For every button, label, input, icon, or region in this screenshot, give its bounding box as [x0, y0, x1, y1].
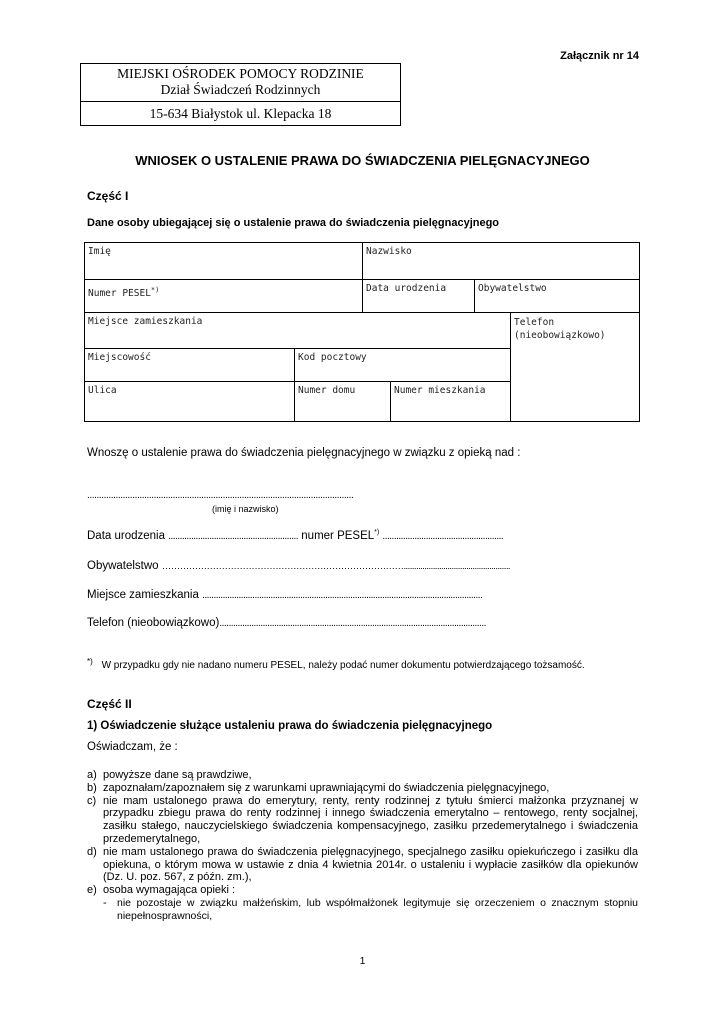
first-name-field[interactable]: Imię: [84, 242, 363, 280]
footnote: *) W przypadku gdy nie nadano numeru PESEL, należy podać numer dokumentu potwierdzającego tożsamość.: [87, 657, 585, 671]
street-field[interactable]: Ulica: [84, 381, 295, 422]
list-item: a) powyższe dane są prawdziwe,: [87, 769, 252, 781]
apartment-number-field[interactable]: Numer mieszkania: [390, 381, 511, 422]
list-subitem: - nie pozostaje w związku małżeńskim, lub współmałżonek legitymuje się orzeczeniem o znacznym stopniu niepełnosprawności,: [103, 896, 638, 922]
part1-subheading: Dane osoby ubiegającej się o ustalenie prawa do świadczenia pielęgnacyjnego: [87, 217, 500, 229]
page-number: 1: [359, 956, 366, 967]
request-intro: Wnoszę o ustalenie prawa do świadczenia pielęgnacyjnego w związku z opieką nad :: [87, 447, 521, 459]
list-item: d) nie mam ustalonego prawa do świadczenia pielęgnacyjnego, specjalnego zasiłku opiekuńczego i zasiłku dla opiekuna, o którym mowa w ustawie z dnia 4 kwietnia 2014r. o ustaleniu i wypłacie zasiłków dla opiekunów (Dz. U. poz. 567, z późn. zm.),: [87, 845, 638, 884]
declaration-intro: Oświadczam, że :: [87, 741, 178, 753]
office-address: 15-634 Białystok ul. Klepacka 18: [149, 106, 332, 121]
birth-date-dots[interactable]: .........................................................: [168, 530, 299, 542]
office-name: MIEJSKI OŚRODEK POMOCY RODZINIE: [117, 66, 364, 81]
caretaker-birth-pesel-line: Data urodzenia ......................................................... numer PESEL*) .....................................................: [87, 529, 504, 542]
citizenship-field[interactable]: Obywatelstwo: [474, 279, 640, 313]
last-name-field[interactable]: Nazwisko: [362, 242, 640, 280]
phone-field[interactable]: Telefon (nieobowiązkowo): [510, 312, 640, 422]
house-number-field[interactable]: Numer domu: [294, 381, 391, 422]
caretaker-citizenship-line: Obywatelstwo ………………………………………………………………………...................................................: [87, 560, 511, 572]
caretaker-name-line[interactable]: ................................................................................................................: [87, 490, 354, 501]
part1-heading: Część I: [87, 189, 129, 203]
city-field[interactable]: Miejscowość: [84, 348, 295, 382]
caretaker-phone-line: Telefon (nieobowiązkowo).....................................................................................................................: [87, 617, 486, 629]
annex-label: Załącznik nr 14: [560, 50, 639, 62]
birth-date-field[interactable]: Data urodzenia: [362, 279, 475, 313]
office-department: Dział Świadczeń Rodzinnych: [160, 82, 321, 97]
citizenship-dots[interactable]: ………………………………………………………………………...................................................: [161, 561, 511, 572]
postal-code-field[interactable]: Kod pocztowy: [294, 348, 511, 382]
list-item: c) nie mam ustalonego prawa do emerytury, renty, renty rodzinnej z tytułu śmierci małżonka przyznanej w przypadku zbiegu prawa do renty rodzinnej i innego świadczenia emerytalno – rentowego, renty socjalnej, zasiłku stałego, nauczycielskiego świadczenia kompensacyjnego, zasiłku przedemerytalnego i świadczenia przedemerytalnego,: [87, 794, 638, 845]
residence-dots[interactable]: ...........................................................................................................................: [202, 590, 483, 601]
form-title: WNIOSEK O USTALENIE PRAWA DO ŚWIADCZENIA PIELĘGNACYJNEGO: [135, 153, 590, 168]
part2-subheading: 1) Oświadczenie służące ustaleniu prawa do świadczenia pielęgnacyjnego: [87, 720, 493, 732]
list-item: e) osoba wymagająca opieki :: [87, 884, 236, 897]
name-caption: (imię i nazwisko): [212, 504, 279, 514]
residence-field: Miejsce zamieszkania: [84, 312, 511, 349]
pesel-field[interactable]: Numer PESEL*): [84, 279, 363, 313]
list-item: b) zapoznałam/zapoznałem się z warunkami uprawniającymi do świadczenia pielęgnacyjnego,: [87, 781, 550, 794]
pesel-dots[interactable]: .....................................................: [382, 530, 504, 542]
part2-heading: Część II: [87, 697, 132, 711]
caretaker-residence-line: Miejsce zamieszkania ...........................................................................................................................: [87, 589, 483, 601]
declaration-list: [87, 769, 638, 923]
phone-dots[interactable]: .....................................................................................................................: [219, 618, 486, 629]
office-header-box: [80, 63, 401, 126]
